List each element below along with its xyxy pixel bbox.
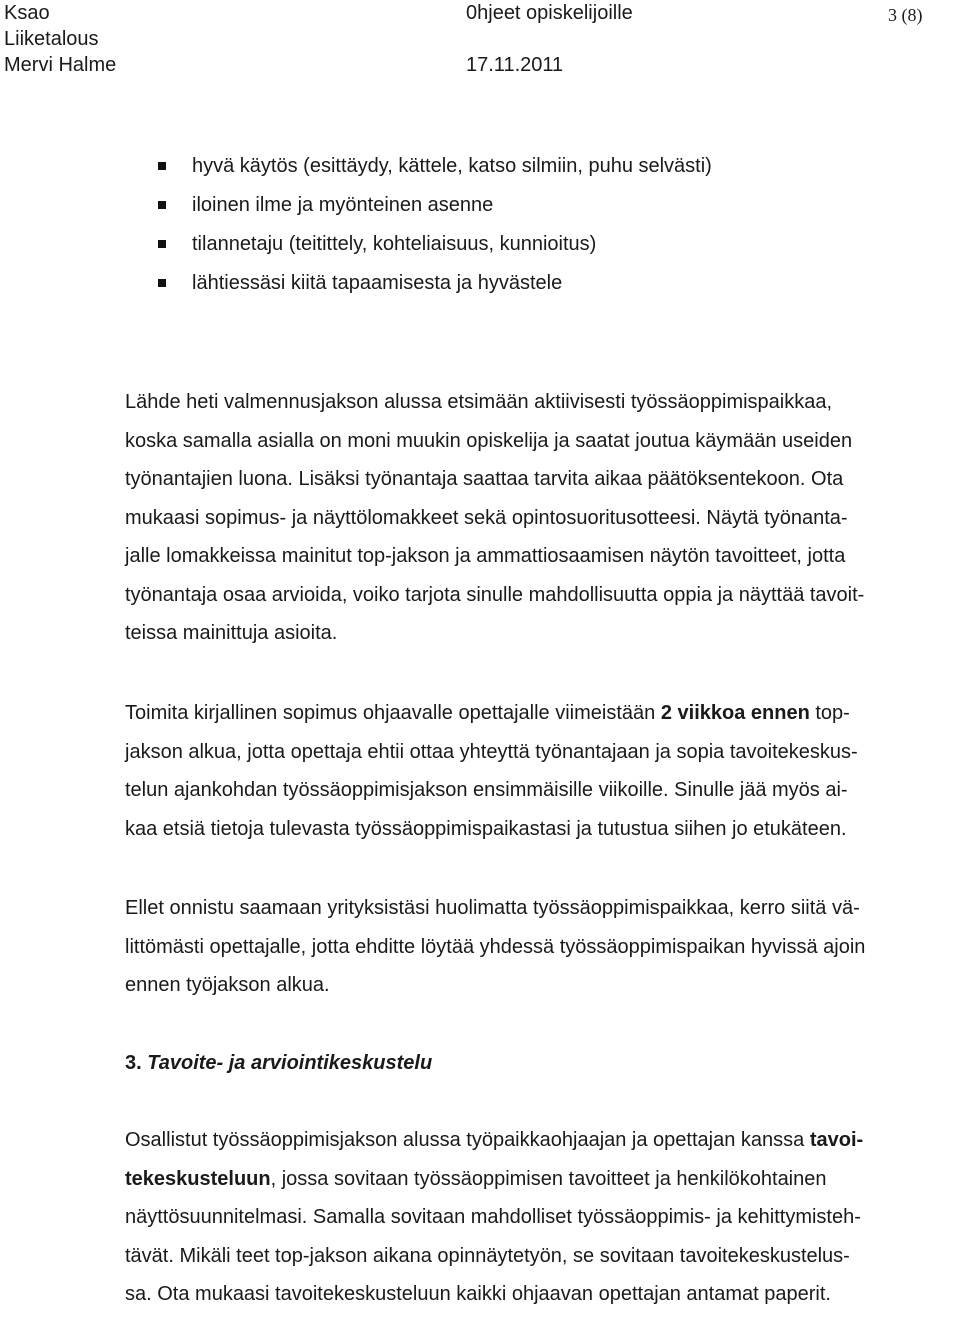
text-line: ennen työjakson alkua.	[125, 974, 330, 996]
list-item	[158, 152, 712, 191]
square-bullet-icon	[158, 201, 166, 209]
paragraph-goal-discussion	[125, 1126, 955, 1319]
list-item-text: iloinen ilme ja myönteinen asenne	[192, 194, 494, 216]
text-line: työnantajien luona. Lisäksi työnantaja saattaa tarvita aikaa päätöksentekoon. Ota	[125, 468, 844, 490]
text-line: näyttösuunnitelmasi. Samalla sovitaan mahdolliset työssäoppimis- ja kehittymisteh-	[125, 1206, 861, 1228]
paragraph-deliver-contract	[125, 699, 955, 853]
header-date: 17.11.2011	[466, 54, 564, 76]
text-line: Toimita kirjallinen sopimus ohjaavalle opettajalle viimeistään 2 viikkoa ennen top-	[125, 702, 850, 724]
text-line: Ellet onnistu saamaan yrityksistäsi huolimatta työssäoppimispaikkaa, kerro siitä vä-	[125, 897, 860, 919]
goal-discussion-emphasis: tekeskusteluun	[125, 1167, 271, 1190]
text-line: littömästi opettajalle, jotta ehditte löytää yhdessä työssäoppimispaikan hyvissä ajoin	[125, 935, 866, 958]
text-line: koska samalla asialla on moni muukin opiskelija ja saatat joutua käymään useiden	[125, 429, 853, 452]
deadline-emphasis: 2 viikkoa ennen	[660, 702, 810, 724]
square-bullet-icon	[158, 279, 166, 287]
paragraph-start-search	[125, 388, 955, 658]
text-line: tävät. Mikäli teet top-jakson aikana opinnäytetyön, se sovitaan tavoitekeskustelus-	[125, 1244, 850, 1267]
text-line: jakson alkua, jotta opettaja ehtii ottaa yhteyttä työnantajaan ja sopia tavoitekeskus-	[125, 740, 858, 763]
header-org: Ksao	[4, 2, 50, 24]
text-line: Osallistut työssäoppimisjakson alussa työpaikkaohjaajan ja opettajan kanssa tavoi-	[125, 1129, 864, 1151]
section-number: 3.	[125, 1052, 142, 1074]
list-item-text: lähtiessäsi kiitä tapaamisesta ja hyvästele	[192, 272, 563, 294]
page-number: 3 (8)	[888, 5, 923, 25]
text-line: mukaasi sopimus- ja näyttölomakkeet sekä opintosuoritusotteesi. Näytä työnanta-	[125, 506, 848, 529]
paragraph-no-placement	[125, 894, 955, 1010]
text-line: teissa mainittuja asioita.	[125, 622, 338, 644]
bullet-list	[158, 152, 712, 308]
text-line: työnantaja osaa arvioida, voiko tarjota sinulle mahdollisuutta oppia ja näyttää tavoit-	[125, 583, 865, 606]
list-item-text: tilannetaju (teitittely, kohteliaisuus, kunnioitus)	[192, 233, 597, 255]
text-line: sa. Ota mukaasi tavoitekeskusteluun kaikki ohjaavan opettajan antamat paperit.	[125, 1283, 831, 1305]
header-doc-title: 0hjeet opiskelijoille	[466, 2, 633, 24]
list-item	[158, 269, 712, 308]
square-bullet-icon	[158, 162, 166, 170]
header-unit: Liiketalous	[4, 28, 99, 50]
list-item	[158, 230, 712, 269]
text-line: jalle lomakkeissa mainitut top-jakson ja ammattiosaamisen näytön tavoitteet, jotta	[125, 545, 846, 567]
header-author: Mervi Halme	[4, 54, 117, 76]
text-line: Lähde heti valmennusjakson alussa etsimään aktiivisesti työssäoppimispaikkaa,	[125, 391, 833, 413]
text-line: telun ajankohdan työssäoppimisjakson ensimmäisille viikoille. Sinulle jää myös ai-	[125, 779, 848, 801]
section-heading	[125, 1049, 432, 1077]
list-item-text: hyvä käytös (esittäydy, kättele, katso silmiin, puhu selvästi)	[192, 155, 712, 177]
goal-discussion-emphasis: tavoi-	[809, 1129, 864, 1151]
text-line: kaa etsiä tietoja tulevasta työssäoppimispaikastasi ja tutustua siihen jo etukäteen.	[125, 817, 847, 840]
text-line: tekeskusteluun, jossa sovitaan työssäoppimisen tavoitteet ja henkilökohtainen	[125, 1167, 827, 1190]
section-title: Tavoite- ja arviointikeskustelu	[147, 1052, 433, 1074]
square-bullet-icon	[158, 240, 166, 248]
list-item	[158, 191, 712, 230]
